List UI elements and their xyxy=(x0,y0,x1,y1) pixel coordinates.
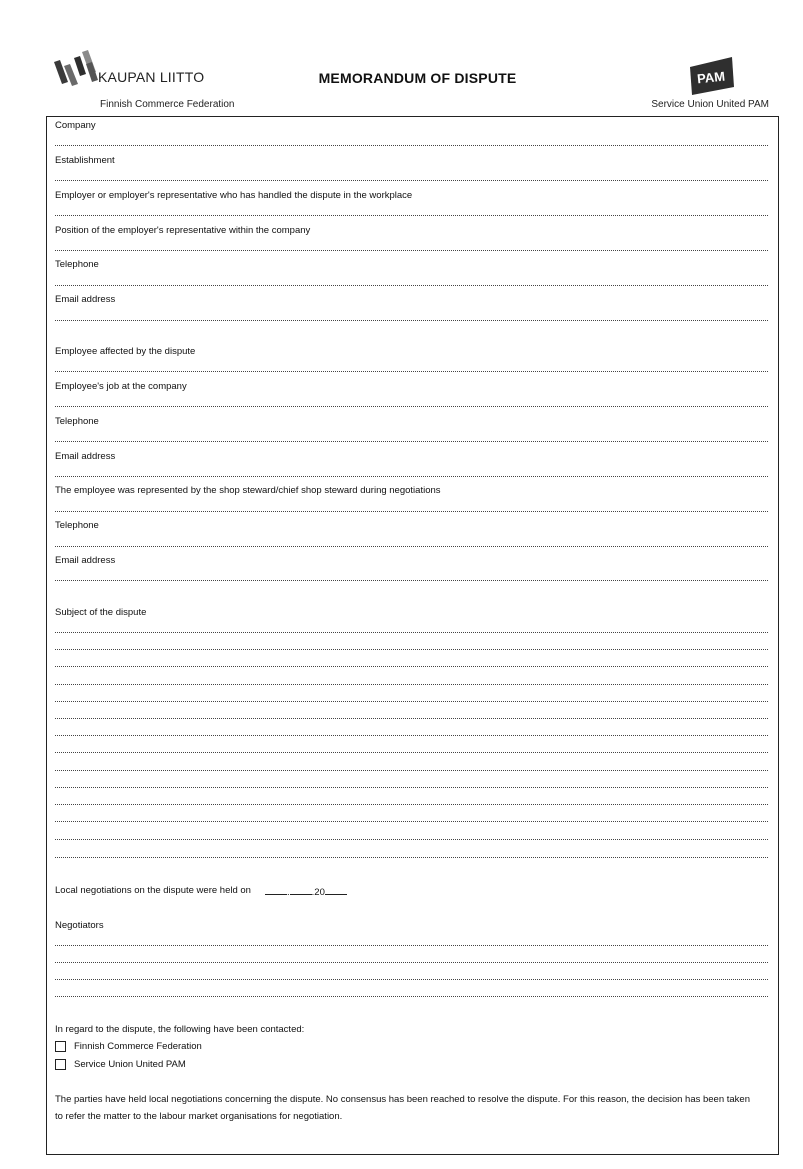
subject-line[interactable] xyxy=(55,752,768,753)
date-separator: . xyxy=(287,887,290,898)
subject-line[interactable] xyxy=(55,735,768,736)
negotiators-line[interactable] xyxy=(55,962,768,963)
steward-line[interactable] xyxy=(55,511,768,512)
steward-label: The employee was represented by the shop steward/chief shop steward during negotiations xyxy=(55,485,441,496)
subject-line[interactable] xyxy=(55,857,768,858)
subject-line[interactable] xyxy=(55,821,768,822)
employer-email-line[interactable] xyxy=(55,320,768,321)
employer-rep-label: Employer or employer's representative who has handled the dispute in the workplace xyxy=(55,190,413,201)
employer-email-label: Email address xyxy=(55,294,116,305)
service-union-pam-checkbox[interactable] xyxy=(55,1059,66,1070)
employee-telephone-line[interactable] xyxy=(55,441,768,442)
negotiators-line[interactable] xyxy=(55,996,768,997)
employee-email-line[interactable] xyxy=(55,476,768,477)
subject-line[interactable] xyxy=(55,839,768,840)
employer-rep-line[interactable] xyxy=(55,215,768,216)
subject-line[interactable] xyxy=(55,684,768,685)
finnish-commerce-federation-checkbox[interactable] xyxy=(55,1041,66,1052)
date-day-blank[interactable] xyxy=(265,885,287,895)
left-logo-caption: Finnish Commerce Federation xyxy=(100,99,235,110)
steward-telephone-line[interactable] xyxy=(55,546,768,547)
company-label: Company xyxy=(55,120,96,131)
closing-statement: The parties have held local negotiations concerning the dispute. No consensus has been reached to resolve the dispute. For this reason, the decision has been taken to refer the matter to the labour market organisations for negotiation. xyxy=(55,1094,750,1122)
negotiations-date-field[interactable] xyxy=(265,885,347,898)
employee-line[interactable] xyxy=(55,371,768,372)
negotiators-line[interactable] xyxy=(55,979,768,980)
dispute-form xyxy=(46,116,779,1155)
pam-logo-icon xyxy=(690,57,734,95)
subject-label: Subject of the dispute xyxy=(55,607,147,618)
subject-line[interactable] xyxy=(55,770,768,771)
negotiators-line[interactable] xyxy=(55,945,768,946)
employee-job-line[interactable] xyxy=(55,406,768,407)
employee-label: Employee affected by the dispute xyxy=(55,346,196,357)
date-month-blank[interactable] xyxy=(290,885,312,895)
employer-telephone-label: Telephone xyxy=(55,259,99,270)
employee-job-label: Employee's job at the company xyxy=(55,381,187,392)
negotiators-label: Negotiators xyxy=(55,920,104,931)
negotiations-date-label: Local negotiations on the dispute were held on xyxy=(55,885,251,896)
subject-line[interactable] xyxy=(55,649,768,650)
employee-email-label: Email address xyxy=(55,451,116,462)
subject-line[interactable] xyxy=(55,787,768,788)
subject-line[interactable] xyxy=(55,718,768,719)
company-line[interactable] xyxy=(55,145,768,146)
contacts-intro: In regard to the dispute, the following have been contacted: xyxy=(55,1024,305,1035)
employer-telephone-line[interactable] xyxy=(55,285,768,286)
steward-telephone-label: Telephone xyxy=(55,520,99,531)
establishment-label: Establishment xyxy=(55,155,115,166)
steward-email-line[interactable] xyxy=(55,580,768,581)
date-century: .20 xyxy=(311,887,325,898)
subject-line[interactable] xyxy=(55,701,768,702)
establishment-line[interactable] xyxy=(55,180,768,181)
employer-rep-position-label: Position of the employer's representative within the company xyxy=(55,225,311,236)
page-title: MEMORANDUM OF DISPUTE xyxy=(318,70,517,86)
steward-email-label: Email address xyxy=(55,555,116,566)
kaupan-liitto-wordmark: KAUPAN LIITTO xyxy=(98,69,205,85)
finnish-commerce-federation-label: Finnish Commerce Federation xyxy=(74,1041,202,1052)
subject-line[interactable] xyxy=(55,804,768,805)
service-union-pam-label: Service Union United PAM xyxy=(74,1059,186,1070)
right-logo-caption: Service Union United PAM xyxy=(651,99,769,110)
employee-telephone-label: Telephone xyxy=(55,416,99,427)
subject-line[interactable] xyxy=(55,632,768,633)
employer-rep-position-line[interactable] xyxy=(55,250,768,251)
date-year-blank[interactable] xyxy=(325,885,347,895)
subject-line[interactable] xyxy=(55,666,768,667)
pam-logo-text: PAM xyxy=(696,68,726,87)
